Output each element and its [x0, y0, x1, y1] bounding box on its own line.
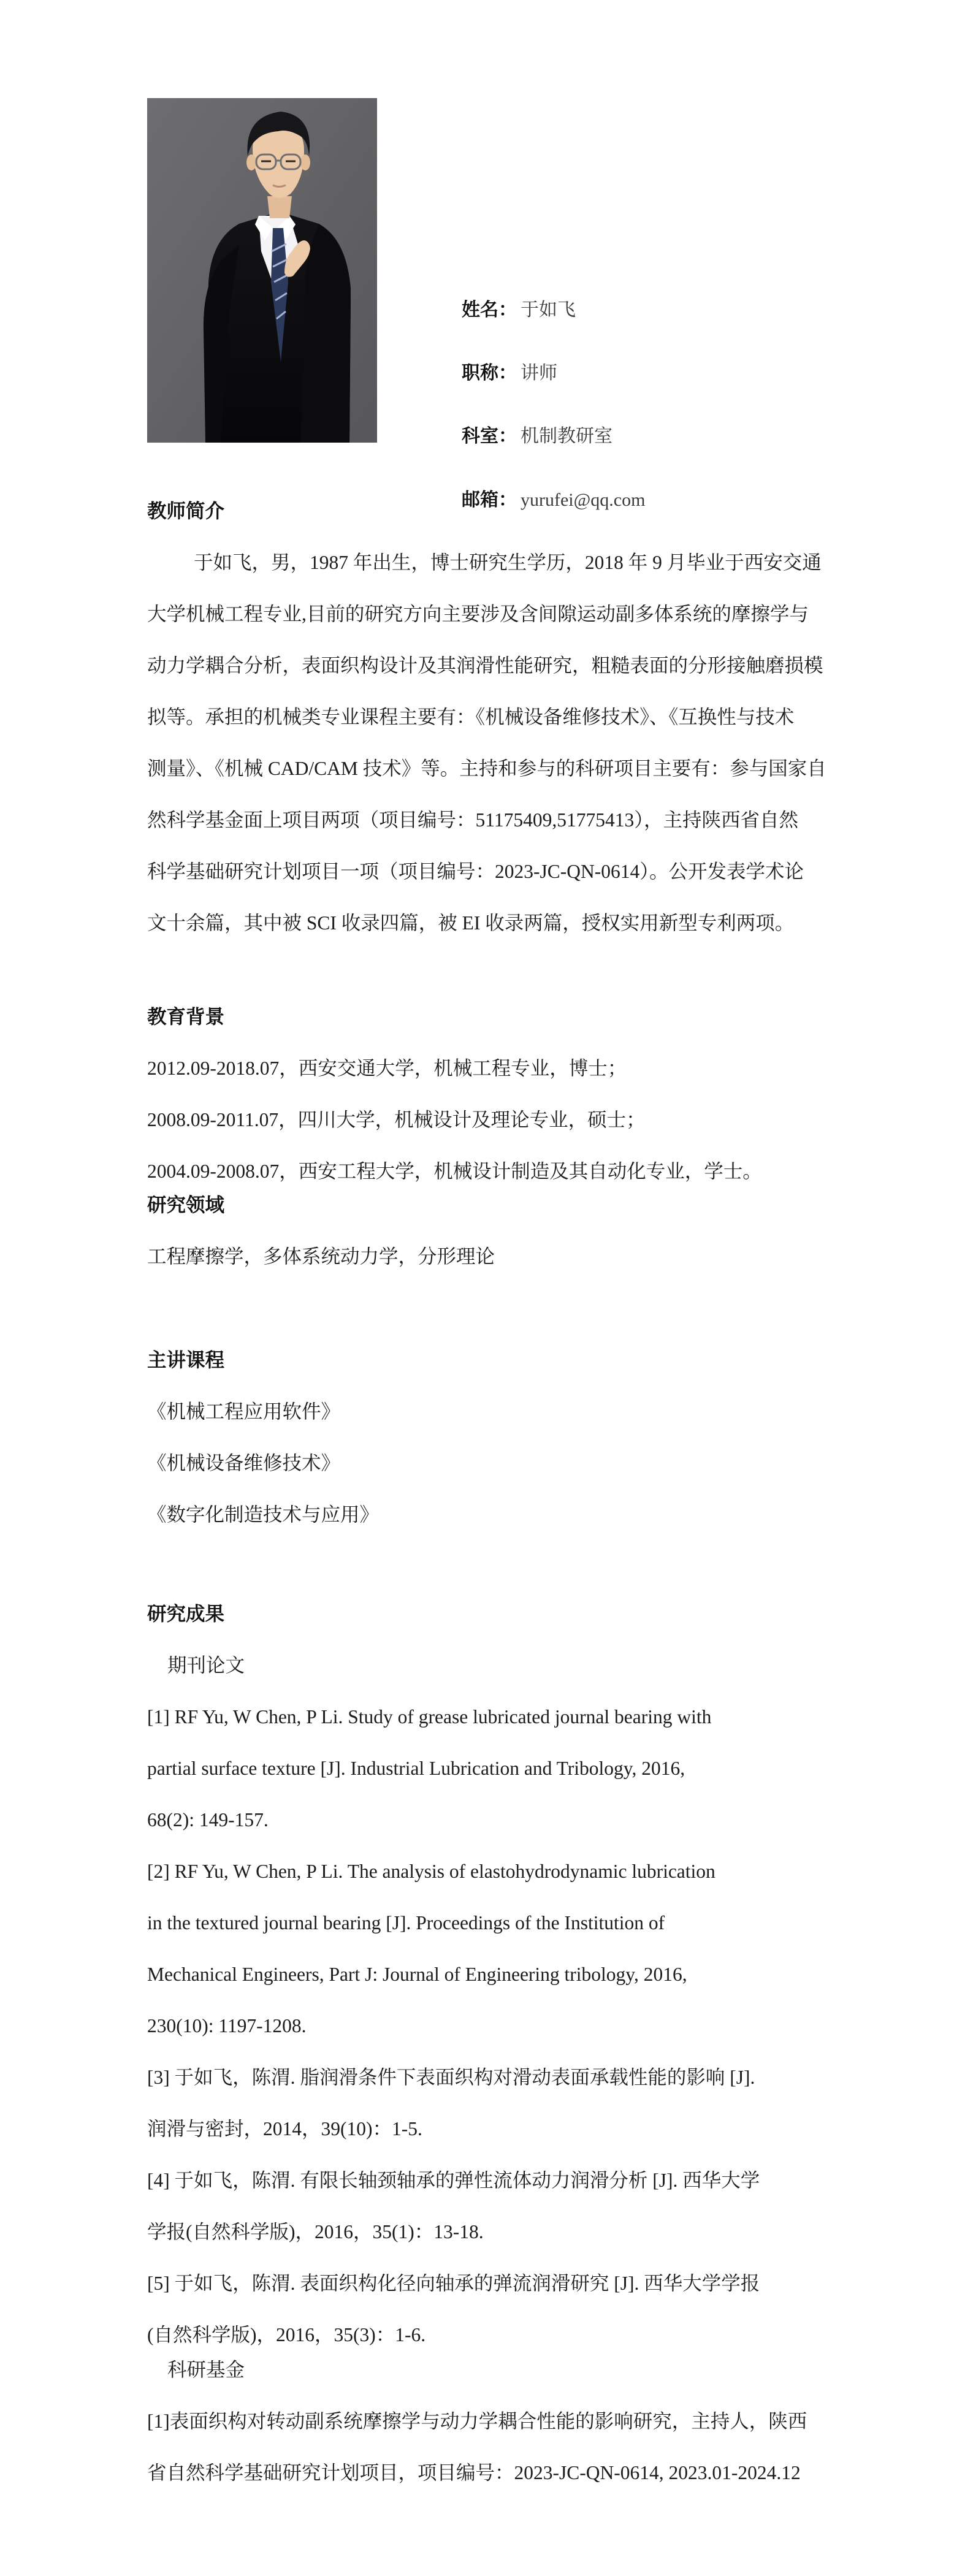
intro-line: 于如飞，男，1987 年出生，博士研究生学历，2018 年 9 月毕业于西安交通: [194, 552, 822, 573]
teacher-photo: [147, 98, 377, 443]
intro-line: 大学机械工程专业,目前的研究方向主要涉及含间隙运动副多体系统的摩擦学与: [147, 603, 809, 625]
education-line: 2004.09-2008.07，西安工程大学，机械设计制造及其自动化专业，学士。: [147, 1160, 762, 1182]
journal-paper-line: [1] RF Yu, W Chen, P Li. Study of grease lubricated journal bearing with: [147, 1706, 712, 1728]
journal-paper-line: [3] 于如飞，陈渭. 脂润滑条件下表面织构对滑动表面承载性能的影响 [J].: [147, 2067, 755, 2088]
field-department: [462, 421, 612, 448]
education-line: 2012.09-2018.07，西安交通大学，机械工程专业，博士；: [147, 1057, 627, 1079]
section-heading-intro: 教师简介: [147, 500, 225, 522]
funding-line: [1]表面织构对转动副系统摩擦学与动力学耦合性能的影响研究，主持人，陕西: [147, 2410, 807, 2432]
field-title-label: 职称：: [462, 363, 517, 383]
field-title-value: 讲师: [521, 363, 557, 383]
intro-line: 拟等。承担的机械类专业课程主要有：《机械设备维修技术》、《互换性与技术: [147, 706, 795, 728]
section-heading-achievements: 研究成果: [147, 1603, 225, 1625]
journal-paper-line: partial surface texture [J]. Industrial Lubrication and Tribology, 2016,: [147, 1758, 685, 1779]
subheading-research-funding: 科研基金: [167, 2359, 245, 2380]
journal-paper-line: 润滑与密封，2014，39(10)：1-5.: [147, 2118, 422, 2140]
intro-line: 动力学耦合分析，表面织构设计及其润滑性能研究，粗糙表面的分形接触磨损模: [147, 655, 823, 676]
course-item: 《数字化制造技术与应用》: [147, 1504, 380, 1525]
field-email-label: 邮箱：: [462, 490, 517, 510]
journal-paper-line: [4] 于如飞，陈渭. 有限长轴颈轴承的弹性流体动力润滑分析 [J]. 西华大学: [147, 2170, 760, 2191]
journal-paper-line: 68(2): 149-157.: [147, 1809, 269, 1831]
journal-paper-line: (自然科学版)，2016，35(3)：1-6.: [147, 2324, 426, 2345]
journal-paper-line: [2] RF Yu, W Chen, P Li. The analysis of elastohydrodynamic lubrication: [147, 1861, 715, 1882]
section-heading-courses: 主讲课程: [147, 1349, 225, 1371]
intro-line: 测量》、《机械 CAD/CAM 技术》等。主持和参与的科研项目主要有：参与国家自: [147, 758, 826, 779]
field-department-value: 机制教研室: [521, 426, 612, 446]
field-name: [462, 294, 576, 321]
funding-line: 省自然科学基础研究计划项目，项目编号：2023-JC-QN-0614, 2023.01-2024.12: [147, 2462, 801, 2483]
section-heading-education: 教育背景: [147, 1006, 225, 1027]
section-heading-research-areas: 研究领域: [147, 1194, 225, 1216]
portrait-illustration: [147, 98, 377, 443]
field-name-label: 姓名：: [462, 300, 517, 320]
field-title: [462, 357, 557, 384]
journal-paper-line: 230(10): 1197-1208.: [147, 2015, 307, 2037]
journal-paper-line: Mechanical Engineers, Part J: Journal of Engineering tribology, 2016,: [147, 1964, 687, 1985]
course-item: 《机械设备维修技术》: [147, 1452, 341, 1474]
field-name-value: 于如飞: [521, 300, 576, 320]
course-item: 《机械工程应用软件》: [147, 1401, 341, 1422]
research-areas-line: 工程摩擦学，多体系统动力学，分形理论: [147, 1246, 495, 1267]
subheading-journal-papers: 期刊论文: [167, 1655, 245, 1676]
journal-paper-line: 学报(自然科学版)，2016，35(1)：13-18.: [147, 2221, 484, 2243]
education-line: 2008.09-2011.07，四川大学，机械设计及理论专业，硕士；: [147, 1109, 646, 1130]
journal-paper-line: in the textured journal bearing [J]. Proceedings of the Institution of: [147, 1912, 665, 1934]
journal-paper-line: [5] 于如飞，陈渭. 表面织构化径向轴承的弹流润滑研究 [J]. 西华大学学报: [147, 2273, 760, 2294]
profile-document: [147, 486, 833, 2499]
intro-line: 然科学基金面上项目两项（项目编号：51175409,51775413），主持陕西省自然: [147, 809, 798, 831]
intro-line: 文十余篇，其中被 SCI 收录四篇，被 EI 收录两篇，授权实用新型专利两项。: [147, 912, 795, 934]
field-email-value: yurufei@qq.com: [521, 490, 646, 510]
field-department-label: 科室：: [462, 426, 517, 446]
intro-line: 科学基础研究计划项目一项（项目编号：2023-JC-QN-0614）。公开发表学术论: [147, 861, 804, 882]
